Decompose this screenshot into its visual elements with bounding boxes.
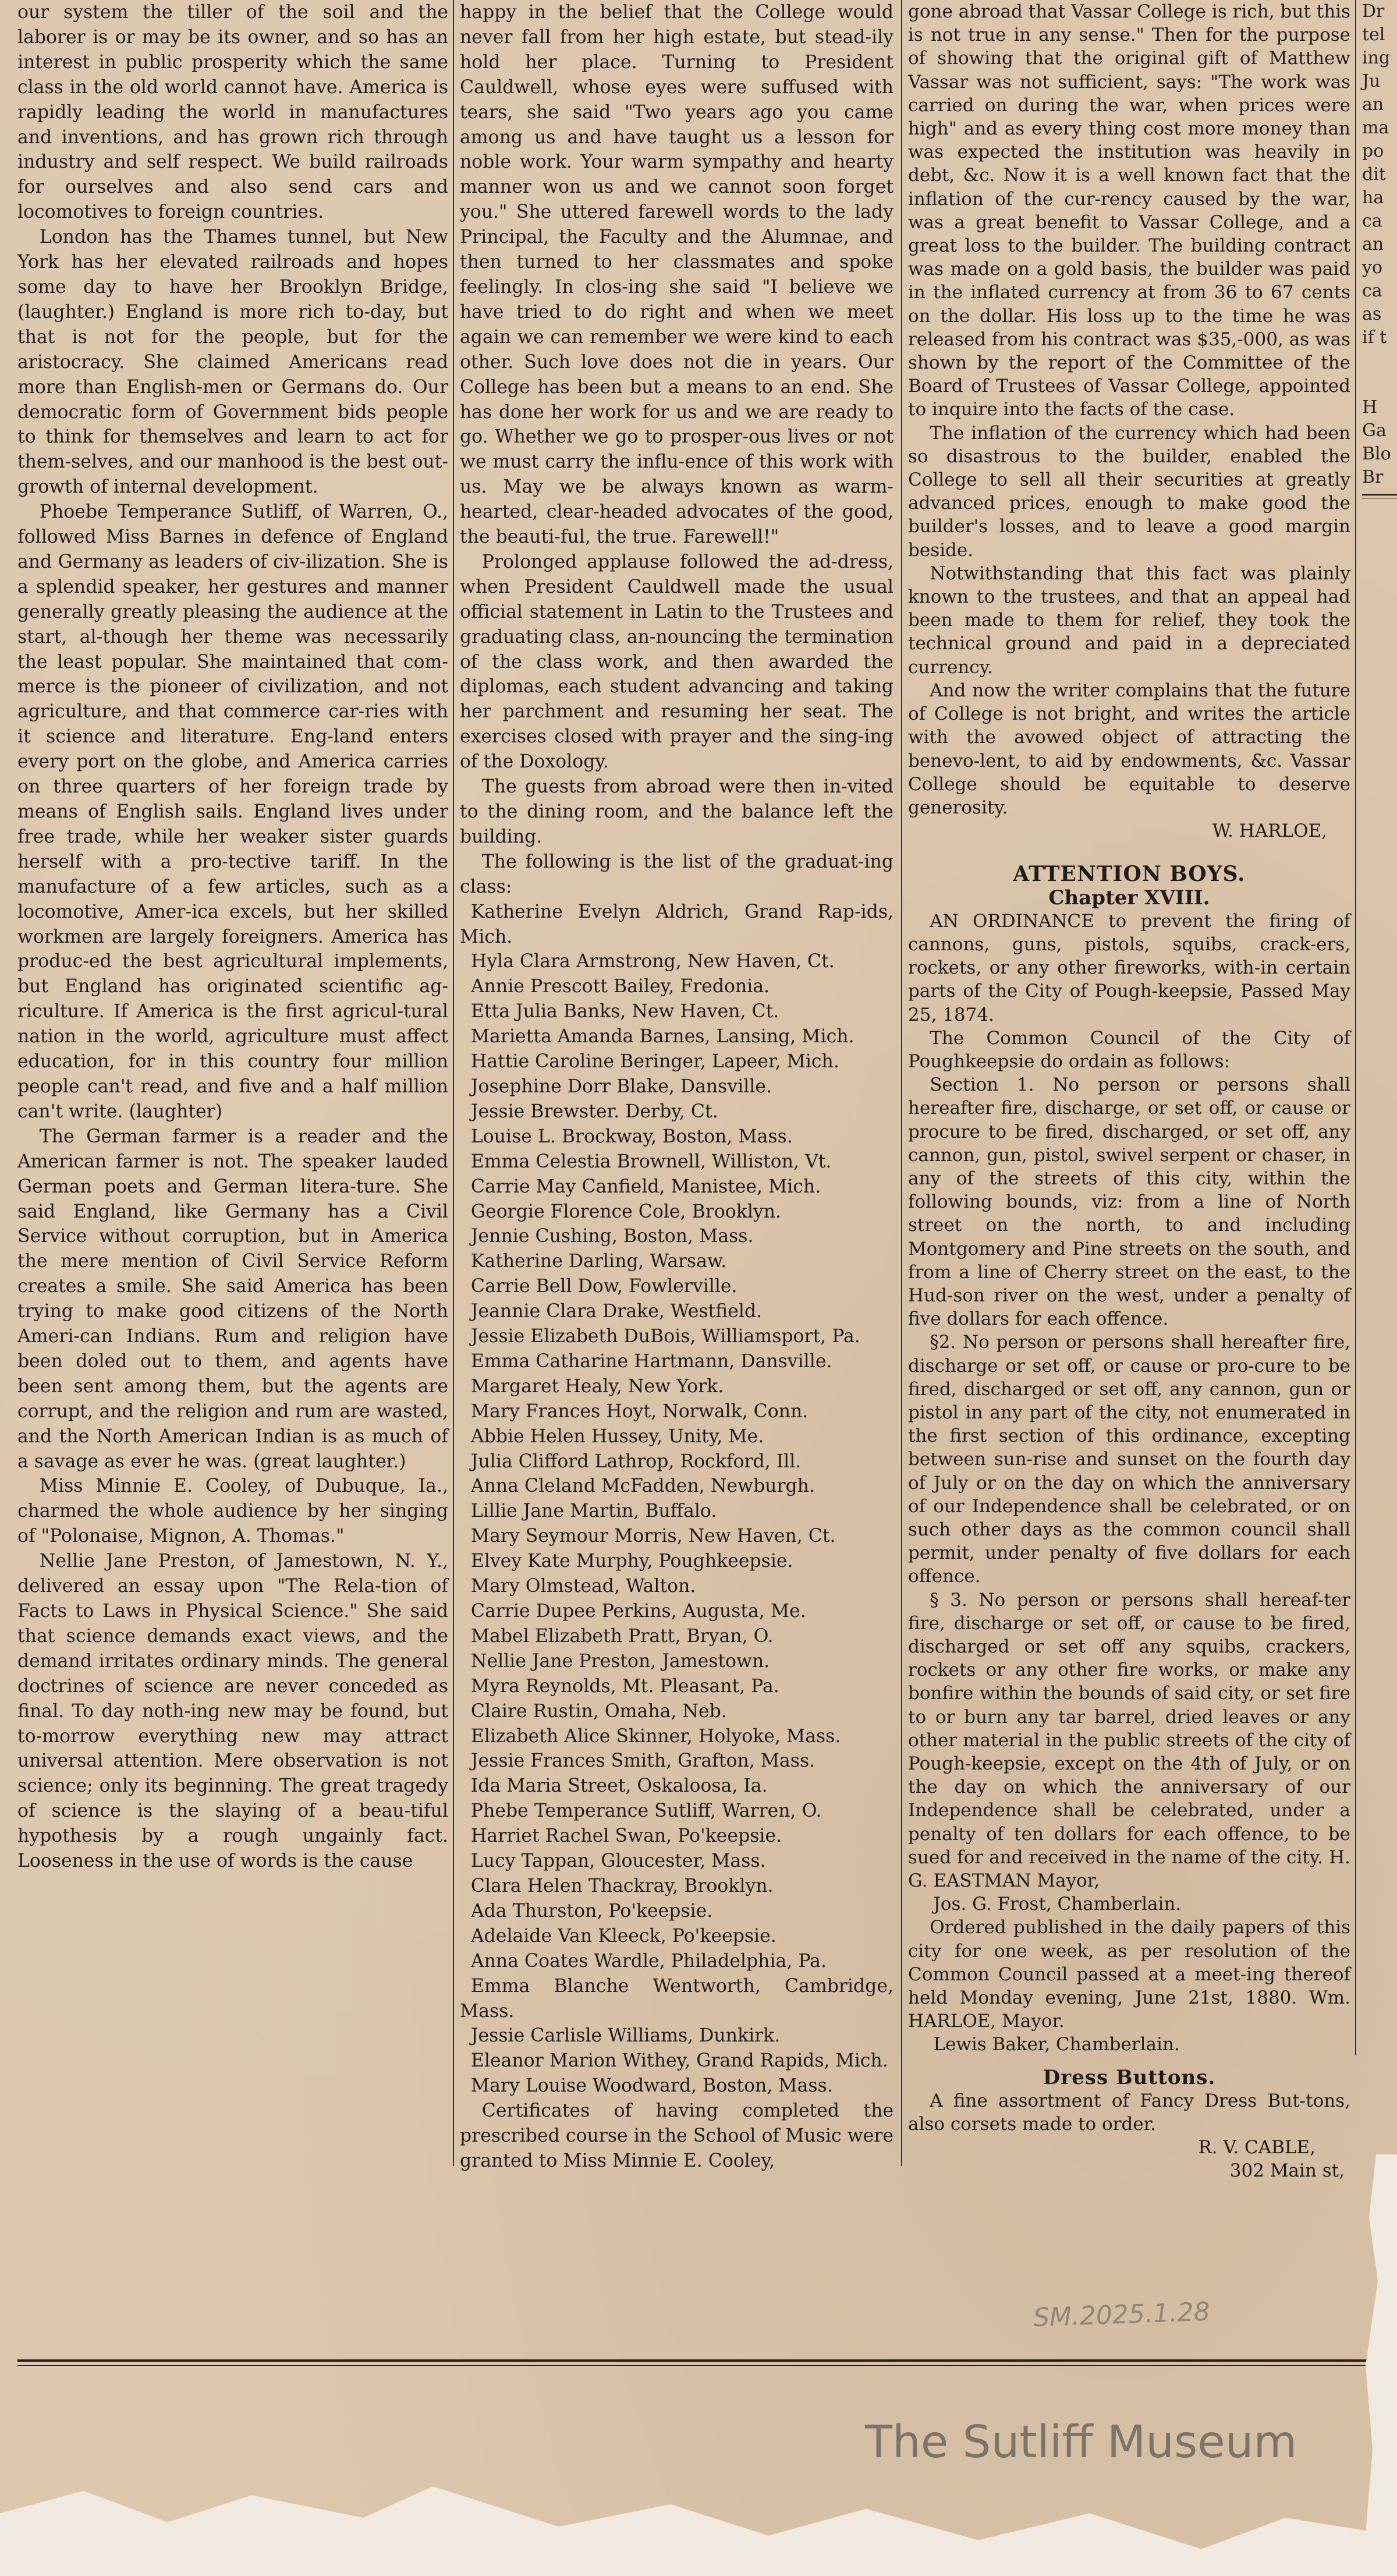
column-1 [17, 0, 448, 2169]
text-fragment: Blo [1362, 444, 1391, 464]
torn-edge-bottom [0, 2486, 1397, 2576]
list-item: Abbie Helen Hussey, Unity, Me. [470, 1425, 764, 1447]
list-item: Anna Coates Wardle, Philadelphia, Pa. [470, 1950, 827, 1972]
paragraph: Notwithstanding that this fact was plainly known to the trustees, and that an appeal had been made to them for relief, they took the technical ground and paid in a depreciated currency. [908, 562, 1350, 678]
paragraph: Prolonged applause followed the ad-dress, when President Cauldwell made the usual official statement in Latin to the Trustees and graduating class, an-nouncing the termination of the class work, and then awarded the diplomas, each student advancing and taking her parchment and resuming her seat. The exercises closed with prayer and the sing-ing of the Doxology. [460, 551, 893, 773]
text-fragment: dit [1362, 164, 1386, 185]
list-item: Harriet Rachel Swan, Po'keepsie. [470, 1825, 782, 1847]
bottom-rule-thin [17, 2365, 1397, 2366]
text-fragment: ing [1362, 48, 1391, 68]
text-fragment: ha [1362, 187, 1384, 208]
paragraph: happy in the belief that the College would never fall from her high estate, but stead-ily hold her place. Turning to President Cauldwell, whose eyes were suffused with tears, she said "Two years ago you came among us and have taught us a lesson for noble work. Your warm sympathy and hearty manner won us and we cannot soon forget you." She uttered farewell words to the lady Principal, the Faculty and the Alumnae, and then turned to her classmates and spoke feelingly. In clos-ing she said "I believe we have tried to do right and when we meet again we can remember we were kind to each other. Such love does not die in years. Our College has been but a means to an end. She has done her work for us and we are ready to go. Whether we go to prosper-ous lives or not we must carry the influ-ence of this work with us. May we be always known as warm-hearted, clear-headed advocates of the good, the beauti-ful, the true. Farewell!" [460, 2, 893, 548]
list-item: Ada Thurston, Po'keepsie. [470, 1900, 713, 1922]
column-4-fragment [1362, 0, 1397, 2154]
paragraph: The Common Council of the City of Poughkeepsie do ordain as follows: [908, 1027, 1350, 1072]
double-rule [1362, 494, 1397, 498]
column-3 [908, 0, 1350, 2182]
paragraph: Lewis Baker, Chamberlain. [933, 2034, 1180, 2055]
list-item: Margaret Healy, New York. [470, 1375, 724, 1397]
advertiser-name: R. V. CABLE, [1198, 2137, 1316, 2159]
text-fragment: Ga [1362, 420, 1387, 441]
list-item: Jeannie Clara Drake, Westfield. [470, 1301, 763, 1322]
text-fragment: Ju [1362, 71, 1381, 91]
list-item: Mary Louise Woodward, Boston, Mass. [470, 2075, 833, 2097]
text-fragment: if t [1362, 327, 1387, 348]
list-item: Lucy Tappan, Gloucester, Mass. [470, 1850, 766, 1872]
section-subheading: Chapter XVIII. [1048, 886, 1210, 910]
signature: W. HARLOE, [1212, 820, 1327, 842]
text-fragment: an [1362, 234, 1384, 254]
list-item: Nellie Jane Preston, Jamestown. [470, 1650, 770, 1672]
column-divider [453, 0, 454, 2166]
paragraph: The guests from abroad were then in-vited to the dining room, and the balance left the building. [460, 776, 893, 847]
paragraph: Nellie Jane Preston, of Jamestown, N. Y., delivered an essay upon "The Rela-tion of Facts to Laws in Physical Science." She said that science demands exact views, and the demand irritates ordinary minds. The general doctrines of science are never conceded as final. To day noth-ing new may be found, but to-morrow everything new may attract universal attention. Mere observation is not science; only its beginning. The great tragedy of science is the slaying of a beau-tiful hypothesis by a rough ungainly fact. Looseness in the use of words is the cause [17, 1551, 448, 1872]
list-item: Carrie Dupee Perkins, Augusta, Me. [470, 1601, 806, 1622]
list-item: Mary Seymour Morris, New Haven, Ct. [470, 1526, 836, 1547]
list-item: Marietta Amanda Barnes, Lansing, Mich. [470, 1026, 854, 1048]
list-item: Phebe Temperance Sutliff, Warren, O. [470, 1800, 822, 1822]
paragraph: And now the writer complains that the future of College is not bright, and writes the article with the avowed object of attracting the benevo-lent, to aid by endowments, &c. Vassar College should be equitable to deserve generosity. [908, 680, 1350, 818]
list-item: Myra Reynolds, Mt. Pleasant, Pa. [470, 1675, 779, 1697]
list-item: Eleanor Marion Withey, Grand Rapids, Mich. [470, 2050, 888, 2072]
advertiser-address: 302 Main st, [1229, 2160, 1345, 2182]
paragraph: London has the Thames tunnel, but New York has her elevated railroads and hopes some day to have her Brooklyn Bridge, (laughter.) England is more rich to-day, but that is not for the people, but for the aristocracy. She claimed Americans read more than English-men or Germans do. Our democratic form of Government bids people to think for themselves and learn to act for them-selves, and our manhood is the best out-growth of internal development. [17, 227, 448, 498]
list-item: Jessie Elizabeth DuBois, Williamsport, Pa. [470, 1326, 860, 1347]
list-item: Carrie Bell Dow, Fowlerville. [470, 1276, 737, 1297]
paragraph: Phoebe Temperance Sutliff, of Warren, O., followed Miss Barnes in defence of England and Germany as leaders of civ-ilization. She is a splendid speaker, her gestures and manner generally greatly pleasing the audience at the start, al-though her theme was necessarily the least popular. She maintained that com-merce is the pioneer of civilization, and not agriculture, and that commerce car-ries with it science and literature. Eng-land enters every port on the globe, and America carries on three quarters of her foreign trade by means of English sails. England lives under free trade, while her weaker sister guards herself with a pro-tective tariff. In the manufacture of a few articles, such as a locomotive, Amer-ica excels, but her skilled workmen are largely foreigners. America has produc-ed the best agricultural implements, but England has originated scientific ag-riculture. If America is the first agricul-tural nation in the world, agriculture must affect education, for in this country four million people can't read, and five and a half million can't write. (laughter) [17, 501, 448, 1122]
text-fragment: yo [1362, 257, 1383, 278]
paragraph: Miss Minnie E. Cooley, of Dubuque, Ia., charmed the whole audience by her singing of "Polonaise, Mignon, A. Thomas." [17, 1475, 448, 1547]
section-heading: Dress Buttons. [1043, 2065, 1216, 2089]
column-2 [460, 0, 893, 2169]
list-item: Ida Maria Street, Oskaloosa, Ia. [470, 1775, 768, 1797]
bottom-rule [17, 2359, 1397, 2362]
paragraph: §2. No person or persons shall hereafter fire, discharge or set off, or cause or pro-cure to be fired, discharged or set off, any cannon, gun or pistol in any part of the city, not enumerated in the first section of this ordinance, excepting between sun-rise and sunset on the fourth day of July or on the day on which the anniversary of our Independence shall be celebrated, or on such other days as the common council shall permit, under penalty of five dollars for each offence. [908, 1332, 1350, 1587]
list-item: Jessie Frances Smith, Grafton, Mass. [470, 1750, 815, 1772]
catalog-number: SM.2025.1.28 [1033, 2297, 1211, 2333]
list-item: Clara Helen Thackray, Brooklyn. [470, 1875, 774, 1896]
list-item: Georgie Florence Cole, Brooklyn. [470, 1201, 781, 1222]
list-item: Lillie Jane Martin, Buffalo. [470, 1501, 717, 1522]
paragraph: The following is the list of the graduat-ing class: [460, 851, 893, 897]
text-fragment: as [1362, 304, 1382, 324]
list-item: Emma Blanche Wentworth, Cambridge, Mass. [460, 1975, 893, 2022]
column-divider [1355, 0, 1356, 2055]
text-fragment: H [1362, 397, 1378, 417]
list-item: Jessie Carlisle Williams, Dunkirk. [470, 2025, 781, 2047]
list-item: Hattie Caroline Beringer, Lapeer, Mich. [470, 1051, 839, 1073]
list-item: Mary Frances Hoyt, Norwalk, Conn. [470, 1400, 809, 1422]
text-fragment: tel [1362, 24, 1385, 45]
list-item: Emma Catharine Hartmann, Dansville. [470, 1350, 832, 1372]
paragraph: The German farmer is a reader and the American farmer is not. The speaker lauded German poets and German litera-ture. She said England, like Germany has a Civil Service without corruption, but in America the mere mention of Civil Service Reform creates a smile. She said America has been trying to make good citizens of the North Ameri-can Indians. Rum and religion have been doled out to them, and agents have been sent among them, but the agents are corrupt, and the religion and rum are wasted, and the North American Indian is as much of a savage as ever he was. (great laughter.) [17, 1126, 448, 1472]
list-item: Anna Cleland McFadden, Newburgh. [470, 1475, 815, 1497]
list-item: Hyla Clara Armstrong, New Haven, Ct. [470, 951, 835, 972]
graduate-list [460, 900, 893, 2099]
list-item: Katherine Darling, Warsaw. [470, 1251, 727, 1272]
list-item: Elizabeth Alice Skinner, Holyoke, Mass. [470, 1725, 841, 1747]
column-divider [901, 0, 902, 2166]
list-item: Jennie Cushing, Boston, Mass. [470, 1226, 754, 1247]
paragraph: our system the tiller of the soil and the laborer is or may be its owner, and so has an interest in public prosperity which the same class in the old world cannot have. America is rapidly leading the world in manufactures and inventions, and has grown rich through industry and self respect. We build railroads for ourselves and also send cars and locomotives to foreign countries. [17, 2, 448, 223]
paragraph: Ordered published in the daily papers of this city for one week, as per resolution of the Common Council passed at a meet-ing thereof held Monday evening, June 21st, 1880. Wm. HARLOE, Mayor. [908, 1917, 1350, 2032]
paragraph: § 3. No person or persons shall hereaf-ter fire, discharge or set off, or cause to be fired, discharged or set off any squibs, crackers, rockets or any other fire works, or make any bonfire within the bounds of said city, or set fire to or burn any tar barrel, dried leaves or any other material in the public streets of the city of Pough-keepsie, except on the 4th of July, or on the day on which the anniversary of our Independence shall be celebrated, under a penalty of ten dollars for each offence, to be sued for and received in the name of the city. H. G. EASTMAN Mayor, [908, 1589, 1350, 1892]
list-item: Carrie May Canfield, Manistee, Mich. [470, 1176, 821, 1197]
list-item: Julia Clifford Lathrop, Rockford, Ill. [470, 1450, 802, 1472]
text-fragment: ma [1362, 118, 1389, 138]
list-item: Mary Olmstead, Walton. [470, 1576, 696, 1597]
paragraph: Certificates of having completed the prescribed course in the School of Music were granted to Miss Minnie E. Cooley, [460, 2100, 893, 2171]
list-item: Emma Celestia Brownell, Williston, Vt. [470, 1151, 832, 1172]
list-item: Mabel Elizabeth Pratt, Bryan, O. [470, 1625, 774, 1647]
text-fragment: ca [1362, 281, 1382, 301]
torn-edge-right [1362, 2154, 1397, 2576]
list-item: Annie Prescott Bailey, Fredonia. [470, 976, 770, 997]
paragraph: A fine assortment of Fancy Dress But-tons, also corsets made to order. [908, 2090, 1350, 2135]
list-item: Adelaide Van Kleeck, Po'keepsie. [470, 1925, 776, 1947]
list-item: Elvey Kate Murphy, Poughkeepsie. [470, 1551, 793, 1572]
list-item: Claire Rustin, Omaha, Neb. [470, 1700, 727, 1722]
text-fragment: Dr [1362, 1, 1385, 22]
museum-watermark: The Sutliff Museum [865, 2416, 1297, 2468]
paragraph: gone abroad that Vassar College is rich, but this is not true in any sense." Then for the purpose of showing that the original gift of Matthew Vassar was not sufficient, says: "The work was carried on during the war, when prices were high" and as every thing cost more money than was expected the institution was heavily in debt, &c. Now it is a well known fact that the inflation of the cur-rency caused by the war, was a great benefit to Vassar College, and a great loss to the builder. The building contract was made on a gold basis, the builder was paid in the inflated currency at from 36 to 67 cents on the dollar. His loss up to the time he was released from his contract was $35,-000, as was shown by the report of the Committee of the Board of Trustees of Vassar College, appointed to inquire into the facts of the case. [908, 1, 1350, 420]
text-fragment: ca [1362, 211, 1382, 231]
text-fragment: an [1362, 94, 1384, 115]
list-item: Katherine Evelyn Aldrich, Grand Rap-ids, Mich. [460, 901, 893, 947]
section-heading: ATTENTION BOYS. [1013, 862, 1246, 887]
list-item: Etta Julia Banks, New Haven, Ct. [470, 1001, 779, 1022]
paragraph: Section 1. No person or persons shall hereafter fire, discharge, or set off, or cause or procure to be fired, discharged, or set off, any cannon, gun, pistol, swivel serpent or chaser, in any of the streets of this city, within the following bounds, viz: from a line of North street on the north, to and including Montgomery and Pine streets on the south, and from a line of Cherry street on the east, to the Hud-son river on the west, under a penalty of five dollars for each offence. [908, 1074, 1350, 1330]
list-item: Jessie Brewster. Derby, Ct. [470, 1101, 718, 1122]
list-item: Josephine Dorr Blake, Dansville. [470, 1075, 772, 1097]
paragraph: AN ORDINANCE to prevent the firing of cannons, guns, pistols, squibs, crack-ers, rockets, or any other fireworks, with-in certain parts of the City of Pough-keepsie, Passed May 25, 1874. [908, 910, 1350, 1025]
text-fragment: po [1362, 141, 1384, 161]
list-item: Louise L. Brockway, Boston, Mass. [470, 1126, 793, 1147]
paragraph: Jos. G. Frost, Chamberlain. [933, 1894, 1182, 1915]
text-fragment: Br [1362, 467, 1384, 487]
paragraph: The inflation of the currency which had been so disastrous to the builder, enabled the College to sell all their securities at greatly advanced prices, enough to make good the builder's losses, and to leave a good margin beside. [908, 422, 1350, 561]
